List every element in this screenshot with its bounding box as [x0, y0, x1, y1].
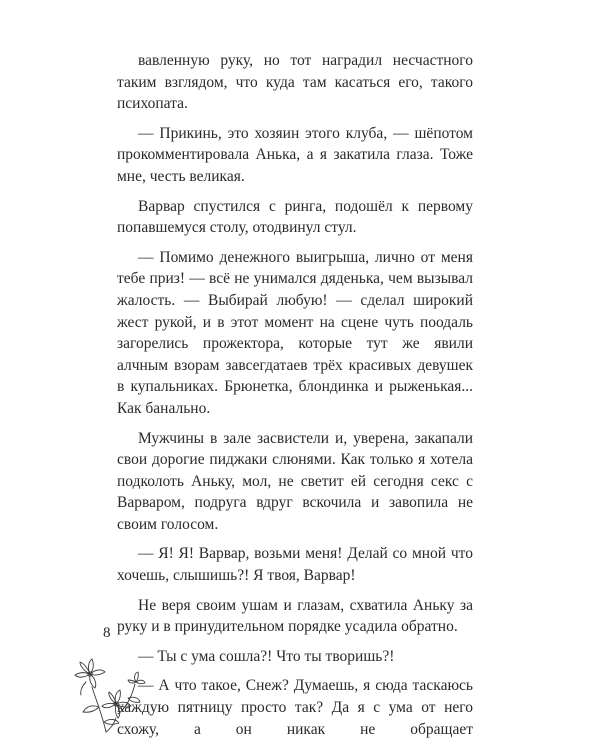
page-body-text [117, 50, 473, 740]
paragraph: — А что такое, Снеж? Думаешь, я сюда таскаюсь каждую пятницу просто так? Да я с ума от него схожу, а он никак не обращает [117, 677, 473, 738]
paragraph: Варвар спустился с ринга, подошёл к первому попавшемуся столу, отодвинул стул. [117, 197, 473, 237]
page-number: 8 [103, 625, 111, 641]
paragraph: — Помимо денежного выигрыша, лично от меня тебе приз! — всё не унимался дяденька, чем вызывал жалость. — Выбирай любую! — сделал широкий жест рукой, и в этот момент на сцене чуть поодаль загорелись прожектора, которые тут же явили алчным взорам завсегдатаев трёх красивых девушек в купальниках. Брюнетка, блондинка и рыженькая... Как банально. [117, 248, 473, 417]
paragraph: — Ты с ума сошла?! Что ты творишь?! [138, 647, 395, 665]
paragraph: — Прикинь, это хозяин этого клуба, — шёпотом прокомментировала Анька, а я закатила глаза. Тоже мне, честь великая. [117, 124, 473, 185]
paragraph: вавленную руку, но тот наградил несчастного таким взглядом, что куда там касаться его, такого психопата. [117, 52, 473, 113]
flower-ornament-icon [66, 652, 150, 734]
paragraph: Мужчины в зале засвистели и, уверена, закапали свои дорогие пиджаки слюнями. Как только я хотела подколоть Аньку, мол, не светит ей сегодня секс с Варваром, подруга вдруг вскочила и завопила не своим голосом. [117, 429, 473, 533]
paragraph: Не веря своим ушам и глазам, схватила Аньку за руку и в принудительном порядке усадила обратно. [117, 596, 473, 636]
paragraph: — Я! Я! Варвар, возьми меня! Делай со мной что хочешь, слышишь?! Я твоя, Варвар! [117, 545, 473, 585]
